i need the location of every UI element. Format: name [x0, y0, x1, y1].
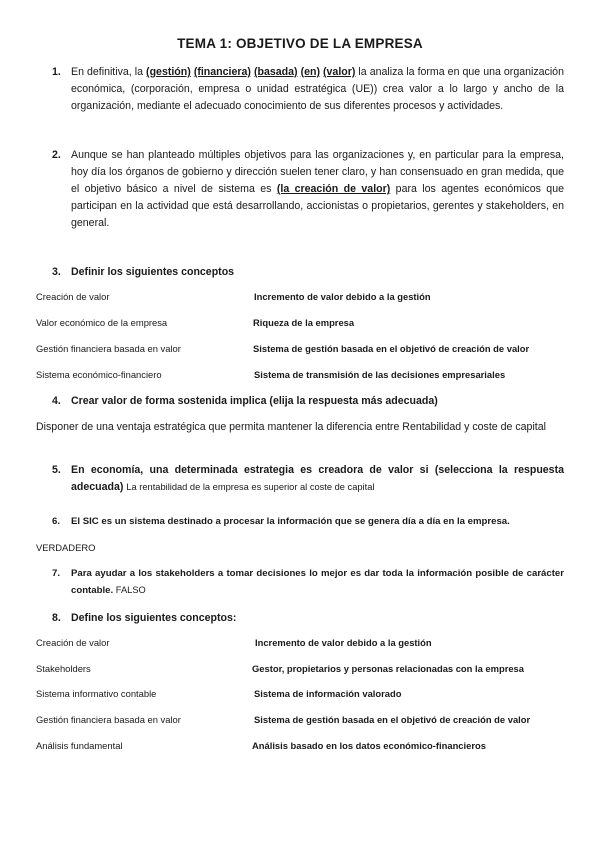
- question-text: [71, 565, 564, 599]
- concept-term: Análisis fundamental: [36, 740, 123, 751]
- concept-row: [36, 637, 576, 651]
- question-2: [52, 147, 564, 232]
- concept-definition: Sistema de información valorado: [254, 688, 402, 699]
- question-text: Define los siguientes conceptos:: [71, 612, 237, 624]
- question-number: 2.: [52, 149, 61, 161]
- concept-row: [36, 688, 576, 702]
- concept-row: [36, 317, 576, 331]
- question-4: [52, 393, 564, 410]
- question-7: [52, 565, 564, 599]
- question-1: [52, 64, 564, 115]
- answer-word: (gestión): [146, 66, 191, 78]
- answer-text: FALSO: [115, 585, 146, 595]
- concept-definition: Sistema de transmisión de las decisiones empresariales: [254, 369, 506, 380]
- question-3: [52, 264, 564, 281]
- question-text: [71, 462, 564, 496]
- text-run: Aunque se han planteado múltiples objetivos para las organizaciones y, en particular para la empresa, hoy día los órganos de gobierno y dirección suelen tener claro, y han consensuado en gran medida, que el objetivo básico a nivel de sistema es: [71, 149, 564, 195]
- concept-row: [36, 663, 576, 677]
- text-run: Para ayudar a los stakeholders a tomar decisiones lo mejor es dar toda la información posible de carácter contable.: [71, 568, 564, 596]
- concept-row: [36, 740, 576, 754]
- question-number: 8.: [52, 612, 61, 624]
- question-5: [52, 462, 564, 496]
- text-run: En definitiva, la: [71, 66, 147, 78]
- concept-definition: Análisis basado en los datos económico-financieros: [252, 740, 486, 751]
- answer-word: (basada): [253, 66, 298, 78]
- answer-text: Disponer de una ventaja estratégica que permita mantener la diferencia entre Rentabilidad y coste de capital: [36, 421, 546, 433]
- question-number: 6.: [52, 516, 61, 527]
- question-number: 4.: [52, 395, 61, 407]
- question-6: [52, 513, 564, 530]
- concept-row: [36, 343, 576, 357]
- concept-term: Gestión financiera basada en valor: [36, 714, 181, 725]
- question-text: [71, 64, 564, 115]
- concept-term: Sistema económico-financiero: [36, 369, 162, 380]
- concept-definition: Sistema de gestión basada en el objetivó de creación de valor: [253, 343, 530, 354]
- answer-text: VERDADERO: [36, 542, 96, 553]
- concept-row: [36, 369, 576, 383]
- concept-term: Stakeholders: [36, 663, 91, 674]
- concept-row: [36, 714, 576, 728]
- answer-text: La rentabilidad de la empresa es superior al coste de capital: [126, 482, 375, 492]
- concept-definition: Sistema de gestión basada en el objetivó de creación de valor: [254, 714, 531, 725]
- concept-definition: Gestor, propietarios y personas relacionadas con la empresa: [252, 663, 524, 674]
- concept-definition: Incremento de valor debido a la gestión: [255, 637, 432, 648]
- concept-definition: Riqueza de la empresa: [253, 317, 355, 328]
- concept-term: Sistema informativo contable: [36, 688, 157, 699]
- answer-word: (en): [300, 66, 320, 78]
- question-number: 5.: [52, 464, 61, 476]
- question-text: El SIC es un sistema destinado a procesar la información que se genera día a día en la empresa.: [71, 516, 510, 527]
- question-text: Crear valor de forma sostenida implica (elija la respuesta más adecuada): [71, 395, 438, 407]
- question-text: [71, 147, 564, 232]
- question-number: 7.: [52, 568, 61, 579]
- concept-term: Creación de valor: [36, 291, 110, 302]
- answer-word: (financiera): [193, 66, 251, 78]
- question-text: Definir los siguientes conceptos: [71, 266, 235, 278]
- page-title: TEMA 1: OBJETIVO DE LA EMPRESA: [177, 36, 423, 51]
- concept-term: Gestión financiera basada en valor: [36, 343, 181, 354]
- concept-term: Valor económico de la empresa: [36, 317, 168, 328]
- text-run: En economía, una determinada estrategia es creadora de valor si (selecciona la respuesta adecuada): [71, 464, 564, 493]
- concept-definition: Incremento de valor debido a la gestión: [254, 291, 431, 302]
- question-number: 1.: [52, 66, 61, 78]
- question-number: 3.: [52, 266, 61, 278]
- concept-term: Creación de valor: [36, 637, 110, 648]
- answer-highlight: (la creación de valor): [276, 183, 391, 195]
- question-8: [52, 610, 564, 627]
- answer-word: (valor): [323, 66, 356, 78]
- concept-row: [36, 291, 576, 305]
- text-run: la analiza la forma en que una organización económica, (corporación, empresa o unidad estratégica (UE)) crea valor a lo largo y ancho de la organización, mediante el adecuado conocimiento de sus diferentes procesos y actividades.: [71, 66, 564, 112]
- text-run: para los agentes económicos que participan en la actividad que está desarrollando, accionistas o propietarios, gerentes y stakeholders, en general.: [71, 183, 564, 229]
